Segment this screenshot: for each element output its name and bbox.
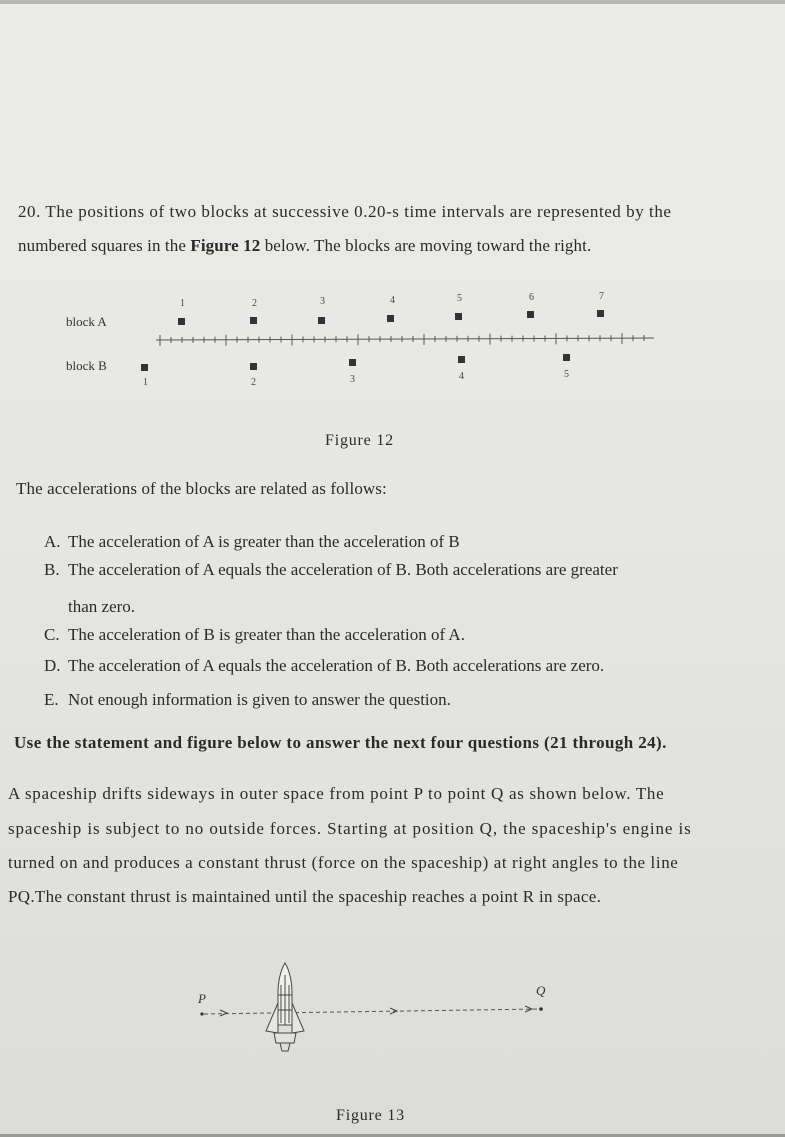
option-d-letter: D. [44,656,61,675]
block-b-number-2: 2 [251,377,256,388]
option-e-letter: E. [44,690,59,709]
question-20-line-2 [18,236,591,256]
option-d-text: The acceleration of A equals the acceleration of B. Both accelerations are zero. [68,656,605,675]
position-scale-line [156,338,654,340]
block-b-square-5 [563,354,570,361]
block-b-number-1: 1 [143,377,148,388]
paragraph-line-4: PQ.The constant thrust is maintained until the spaceship reaches a point R in space. [8,887,602,906]
block-a-square-7 [597,310,604,317]
paragraph-line-3: turned on and produces a constant thrust (force on the spaceship) at right angles to the line [8,853,679,872]
block-a-number-4: 4 [390,295,395,306]
spaceship-icon [266,963,304,1051]
point-p-label: P [198,991,206,1006]
path-pq-dashed-line [204,1009,539,1014]
figure-12-diagram [60,282,660,392]
point-q-label: Q [536,983,546,998]
figure-12-caption: Figure 12 [325,432,394,449]
block-a-label: block A [66,314,107,329]
question-20-line-1: 20. The positions of two blocks at successive 0.20-s time intervals are represented by the [18,202,672,221]
block-a-square-4 [387,315,394,322]
figure-13-diagram [190,955,570,1065]
block-b-square-1 [141,364,148,371]
block-b-label: block B [66,358,107,373]
block-a-square-2 [250,317,257,324]
option-c [44,625,465,645]
use-statement-heading: Use the statement and figure below to answer the next four questions (21 through 24). [14,733,667,752]
block-a-number-6: 6 [529,292,534,303]
option-c-text: The acceleration of B is greater than the acceleration of A. [68,625,465,644]
option-b-text: The acceleration of A equals the acceleration of B. Both accelerations are greater [68,560,618,579]
block-b-number-5: 5 [564,369,569,380]
figure-12-reference: Figure 12 [190,236,261,255]
paragraph-line-2: spaceship is subject to no outside forces. Starting at position Q, the spaceship's engine is [8,819,692,838]
option-e [44,690,451,710]
paragraph-line-1: A spaceship drifts sideways in outer space from point P to point Q as shown below. The [8,784,665,803]
option-a-letter: A. [44,532,61,551]
block-a-number-2: 2 [252,298,257,309]
block-b-number-3: 3 [350,374,355,385]
block-a-number-3: 3 [320,296,325,307]
block-b-number-4: 4 [459,371,464,382]
arrow-head-1 [220,1010,227,1016]
option-a [44,532,460,552]
option-b-letter: B. [44,560,60,579]
option-a-text: The acceleration of A is greater than the acceleration of B [68,532,460,551]
block-a-square-1 [178,318,185,325]
block-a-square-6 [527,311,534,318]
block-b-square-3 [349,359,356,366]
relation-prompt: The accelerations of the blocks are related as follows: [16,479,387,498]
option-c-letter: C. [44,625,60,644]
question-20-line-2-start: numbered squares in the [18,236,191,255]
block-b-square-4 [458,356,465,363]
option-e-text: Not enough information is given to answer the question. [68,690,451,709]
option-d [44,656,604,676]
block-b-square-2 [250,363,257,370]
option-b [44,560,618,580]
point-p-dot [200,1012,203,1015]
figure-13-caption: Figure 13 [336,1107,405,1124]
block-a-square-5 [455,313,462,320]
block-a-number-5: 5 [457,293,462,304]
block-a-square-3 [318,317,325,324]
block-a-number-1: 1 [180,298,185,309]
point-q-dot [539,1007,543,1011]
question-20-line-2-end: below. The blocks are moving toward the right. [260,236,592,255]
option-b-continuation: than zero. [68,597,136,616]
block-a-number-7: 7 [599,291,604,302]
page-top-edge [0,0,785,4]
